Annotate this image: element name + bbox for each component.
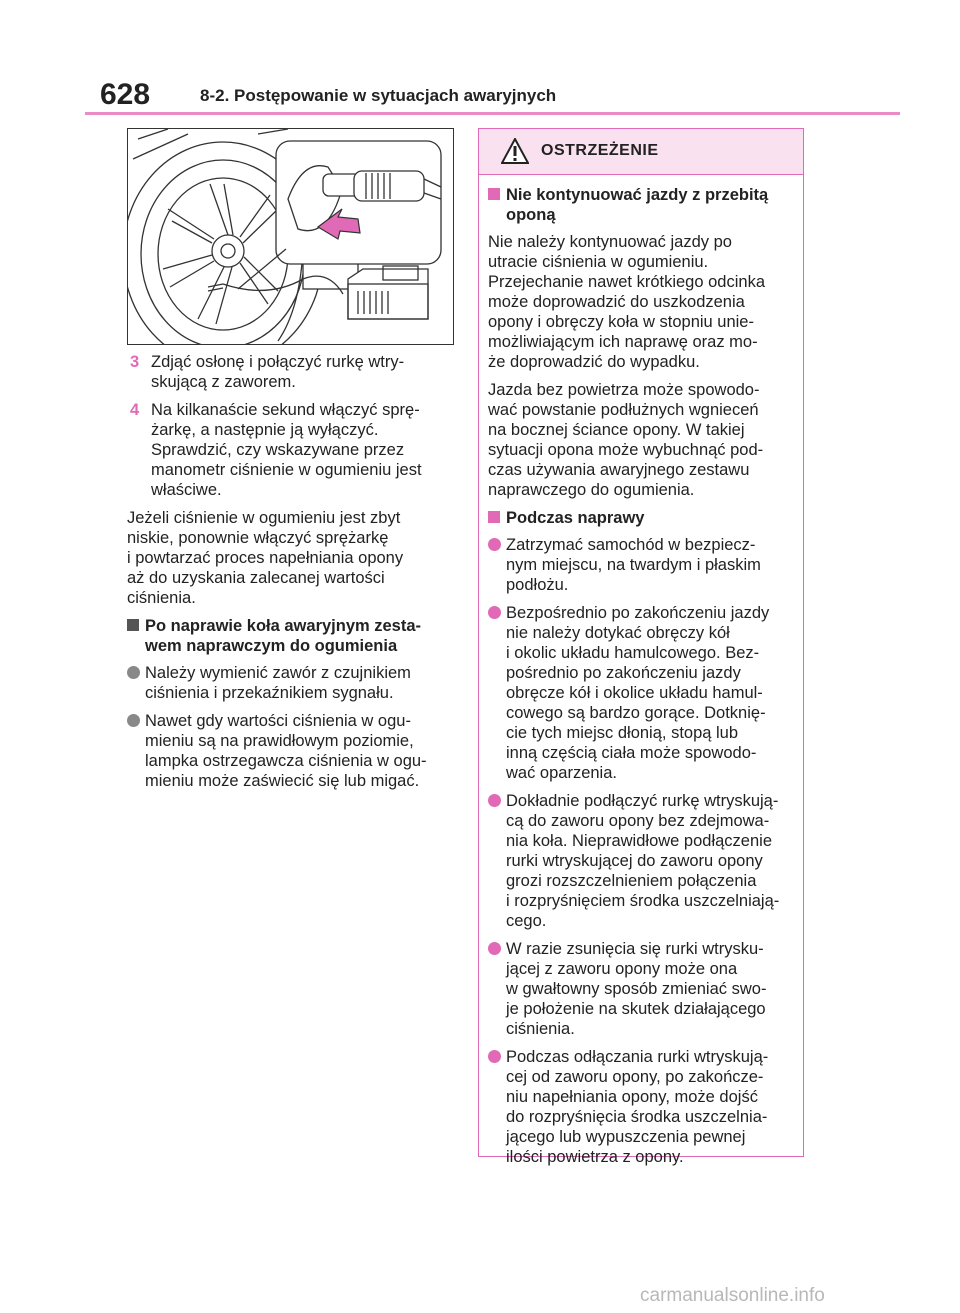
- square-bullet-icon: [127, 619, 139, 631]
- warning-body: [479, 175, 803, 1167]
- bullet-line: Dokładnie podłączyć rurkę wtryskują-: [506, 792, 779, 810]
- bullet-line: W razie zsunięcia się rurki wtrysku-: [506, 940, 764, 958]
- heading-line: Nie kontynuować jazdy z przebitą: [506, 186, 769, 204]
- circle-bullet-icon: [488, 942, 501, 955]
- bullet-line: ciśnienia i przekaźnikiem sygnału.: [145, 684, 394, 702]
- paragraph-line: Jeżeli ciśnienie w ogumieniu jest zbyt: [127, 509, 401, 527]
- paragraph-line: sytuacji opona może wybuchnąć pod-: [488, 441, 764, 459]
- step-text-line: żarkę, a następnie ją wyłączyć.: [151, 421, 379, 439]
- warning-bullet: [488, 939, 794, 1039]
- bullet-line: i rozpryśnięciem środka uszczelniają-: [506, 892, 780, 910]
- heading-line: Podczas naprawy: [506, 509, 645, 527]
- paragraph-line: i powtarzać proces napełniania opony: [127, 549, 404, 567]
- warning-title: OSTRZEŻENIE: [541, 142, 659, 159]
- heading-line: oponą: [506, 206, 556, 224]
- bullet-line: jącego lub wypuszczenia pewnej: [506, 1128, 746, 1146]
- bullet-line: ilości powietrza z opony.: [506, 1148, 684, 1166]
- paragraph-line: że doprowadzić do wypadku.: [488, 353, 700, 371]
- warning-paragraph: [488, 232, 794, 372]
- bullet-line: pośrednio po zakończeniu jazdy: [506, 664, 741, 682]
- bullet-line: nia koła. Nieprawidłowe podłączenie: [506, 832, 772, 850]
- paragraph-line: utracie ciśnienia w ogumieniu.: [488, 253, 709, 271]
- step-text-line: Zdjąć osłonę i połączyć rurkę wtry-: [151, 353, 405, 371]
- page-header: [0, 0, 960, 116]
- square-bullet-icon: [488, 511, 500, 523]
- bullet-line: jącej z zaworu opony może ona: [506, 960, 738, 978]
- circle-bullet-icon: [127, 666, 140, 679]
- bullet-line: Podczas odłączania rurki wtryskują-: [506, 1048, 769, 1066]
- step-text-line: Na kilkanaście sekund włączyć sprę-: [151, 401, 420, 419]
- step-3: [127, 352, 455, 392]
- bullet-line: grozi rozszczelnieniem połączenia: [506, 872, 757, 890]
- paragraph-line: Przejechanie nawet krótkiego odcinka: [488, 273, 765, 291]
- bullet-line: nym miejscu, na twardym i płaskim: [506, 556, 761, 574]
- warning-heading: [488, 508, 794, 528]
- section-title: 8-2. Postępowanie w sytuacjach awaryjnych: [200, 86, 557, 105]
- paragraph-line: Nie należy kontynuować jazdy po: [488, 233, 732, 251]
- bullet-line: cej od zaworu opony, po zakończe-: [506, 1068, 764, 1086]
- bullet-line: Nawet gdy wartości ciśnienia w ogu-: [145, 712, 411, 730]
- step-number: 4: [130, 401, 140, 419]
- bullet-line: cego.: [506, 912, 547, 930]
- paragraph-line: może doprowadzić do uszkodzenia: [488, 293, 745, 311]
- step-text-line: Sprawdzić, czy wskazywane przez: [151, 441, 405, 459]
- bullet-line: obręcze kół i okolice układu hamul-: [506, 684, 763, 702]
- subheading-line: Po naprawie koła awaryjnym zesta-: [145, 617, 422, 635]
- circle-bullet-icon: [127, 714, 140, 727]
- bullet-line: rurki wtryskującej do zaworu opony: [506, 852, 763, 870]
- paragraph-line: Jazda bez powietrza może spowodo-: [488, 381, 760, 399]
- step-text-line: skującą z zaworem.: [151, 373, 296, 391]
- warning-header: [479, 129, 803, 175]
- bullet-line: mieniu są na prawidłowym poziomie,: [145, 732, 414, 750]
- circle-bullet-icon: [488, 606, 501, 619]
- circle-bullet-icon: [488, 1050, 501, 1063]
- bullet-line: w gwałtowny sposób zmieniać swo-: [506, 980, 767, 998]
- header-divider: [85, 112, 900, 115]
- subheading-line: wem naprawczym do ogumienia: [145, 637, 398, 655]
- watermark: carmanualsonline.info: [640, 1285, 825, 1306]
- info-paragraph: [127, 508, 455, 608]
- step-number: 3: [130, 353, 140, 371]
- bullet-line: Zatrzymać samochód w bezpiecz-: [506, 536, 756, 554]
- left-column: [127, 352, 455, 799]
- warning-bullet: [488, 603, 794, 783]
- paragraph-line: niskie, ponownie włączyć sprężarkę: [127, 529, 389, 547]
- warning-bullet: [488, 1047, 794, 1167]
- bullet-item: [127, 711, 455, 791]
- square-bullet-icon: [488, 188, 500, 200]
- bullet-line: nie należy dotykać obręczy kół: [506, 624, 730, 642]
- step-text-line: manometr ciśnienie w ogumieniu jest: [151, 461, 422, 479]
- step-text-line: właściwe.: [151, 481, 222, 499]
- step-4: [127, 400, 455, 500]
- bullet-line: Należy wymienić zawór z czujnikiem: [145, 664, 411, 682]
- bullet-line: Bezpośrednio po zakończeniu jazdy: [506, 604, 770, 622]
- bullet-line: niu napełniania opony, może dojść: [506, 1088, 758, 1106]
- paragraph-line: aż do uzyskania zalecanej wartości: [127, 569, 385, 587]
- bullet-line: wać oparzenia.: [506, 764, 617, 782]
- warning-box: [478, 128, 804, 1166]
- paragraph-line: opony i obręczy koła w stopniu unie-: [488, 313, 754, 331]
- warning-paragraph: [488, 380, 794, 500]
- paragraph-line: naprawczego do ogumienia.: [488, 481, 695, 499]
- warning-heading: [488, 185, 794, 225]
- circle-bullet-icon: [488, 794, 501, 807]
- paragraph-line: wać powstanie podłużnych wgnieceń: [488, 401, 759, 419]
- bullet-line: mieniu może zaświecić się lub migać.: [145, 772, 420, 790]
- warning-bullet: [488, 791, 794, 931]
- paragraph-line: na bocznej ściance opony. W takiej: [488, 421, 745, 439]
- bullet-line: do rozpryśnięcia środka uszczelnia-: [506, 1108, 768, 1126]
- warning-bullet: [488, 535, 794, 595]
- tire-inflation-illustration: [127, 128, 454, 345]
- wheel-compressor-drawing: [128, 129, 453, 344]
- paragraph-line: możliwiającym ich naprawę oraz mo-: [488, 333, 758, 351]
- warning-triangle-icon: [501, 138, 529, 164]
- bullet-line: cą do zaworu opony bez zdejmowa-: [506, 812, 770, 830]
- bullet-line: i okolic układu hamulcowego. Bez-: [506, 644, 760, 662]
- circle-bullet-icon: [488, 538, 501, 551]
- bullet-item: [127, 663, 455, 703]
- bullet-line: cie tych miejsc dłonią, stopą lub: [506, 724, 739, 742]
- paragraph-line: czas używania awaryjnego zestawu: [488, 461, 750, 479]
- paragraph-line: ciśnienia.: [127, 589, 196, 607]
- bullet-line: ciśnienia.: [506, 1020, 575, 1038]
- bullet-line: podłożu.: [506, 576, 569, 594]
- bullet-line: je położenie na skutek działającego: [506, 1000, 766, 1018]
- bullet-line: inną częścią ciała może spowodo-: [506, 744, 757, 762]
- bullet-line: lampka ostrzegawcza ciśnienia w ogu-: [145, 752, 427, 770]
- page-number: 628: [100, 78, 151, 111]
- subheading-after-repair: [127, 616, 455, 656]
- bullet-line: cowego są bardzo gorące. Dotknię-: [506, 704, 766, 722]
